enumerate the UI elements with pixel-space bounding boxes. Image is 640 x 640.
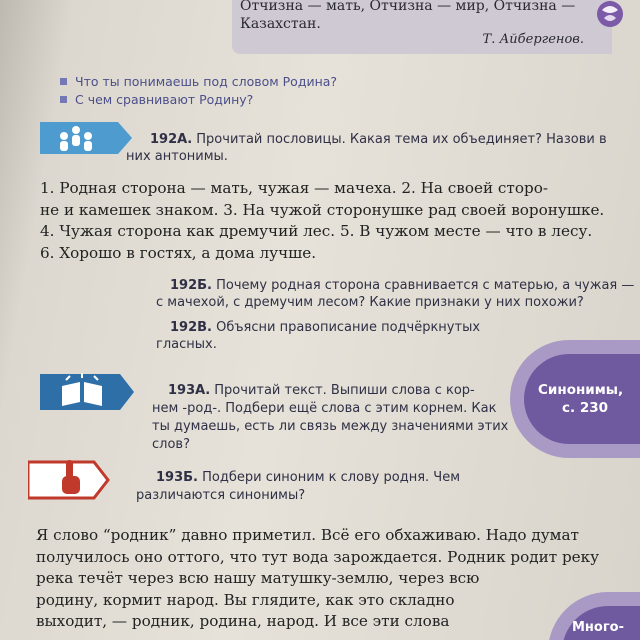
open-book-icon (40, 372, 134, 414)
task-193a-line3: ты думаешь, есть ли связь между значениями этих (152, 419, 509, 434)
group-discussion-icon (40, 118, 132, 158)
text-line: Я слово “родник” давно приметил. Всё его обхаживаю. Надо думат (36, 526, 579, 544)
proverbs-text (40, 178, 604, 264)
flower-ornament-icon (590, 0, 630, 40)
synonyms-reference-bubble (510, 340, 640, 458)
text-line: родину, кормит народ. Вы глядите, как это складно (36, 590, 455, 609)
task-number: 192В. (170, 320, 212, 335)
task-192a: 192А. Прочитай пословицы. Какая тема их объединяет? Назови в (150, 132, 607, 147)
quote-box (232, 0, 612, 54)
quote-line-2: Казахстан. (240, 16, 321, 32)
task-number: 192Б. (170, 278, 212, 293)
text-line: выходит, — родник, родина, народ. И все эти слова (36, 612, 450, 630)
proverb-line: 4. Чужая сторона как дремучий лес. 5. В чужом месте — что в лесу. (40, 222, 593, 240)
task-number: 192А. (150, 132, 193, 147)
pointing-hand-icon (28, 456, 114, 502)
task-192b-line2: с мачехой, с дремучим лесом? Какие признаки у них похожи? (156, 295, 584, 310)
task-193a-line2: нем -род-. Подбери ещё слова с этим корнем. Как (152, 401, 497, 416)
questions-list (60, 74, 337, 110)
task-192b: 192Б. Почему родная сторона сравнивается с матерью, а чужая — (170, 278, 635, 293)
task-192a-line2: них антонимы. (126, 149, 228, 164)
sidebar-title: Синонимы, (538, 382, 624, 398)
square-bullet-icon (60, 96, 67, 103)
task-192v: 192В. Объясни правописание подчёркнутых (170, 320, 481, 335)
question-item: Что ты понимаешь под словом Родина? (60, 74, 337, 92)
bubble-label: Много- (572, 620, 624, 635)
task-193a-line4: слов? (152, 437, 190, 452)
question-item: С чем сравнивают Родину? (60, 92, 337, 110)
text-line: получилось оно оттого, что тут вода зарождается. Родник родит реку (36, 547, 600, 566)
quote-line-1: Отчизна — мать, Отчизна — мир, Отчизна — (240, 0, 576, 14)
task-number: 193Б. (156, 470, 198, 485)
task-number: 193А. (168, 383, 211, 398)
proverb-line: 1. Родная сторона — мать, чужая — мачеха. 2. На своей сторо- (40, 179, 548, 197)
task-193a: 193А. Прочитай текст. Выпиши слова с кор- (168, 383, 475, 398)
proverb-line: не и камешек знаком. 3. На чужой сторонушке рад своей воронушке. (40, 200, 605, 219)
proverb-line: 6. Хорошо в гостях, а дома лучше. (40, 243, 317, 262)
square-bullet-icon (60, 78, 67, 85)
reading-text (36, 525, 599, 633)
quote-signature: Т. Айбергенов. (482, 32, 584, 47)
task-193b-line2: различаются синонимы? (136, 488, 306, 503)
sidebar-page: с. 230 (562, 400, 609, 416)
text-line: река течёт через всю нашу матушку-землю, через всю (36, 569, 480, 587)
task-192v-line2: гласных. (156, 337, 217, 352)
task-193b: 193Б. Подбери синоним к слову родня. Чем (156, 470, 461, 485)
